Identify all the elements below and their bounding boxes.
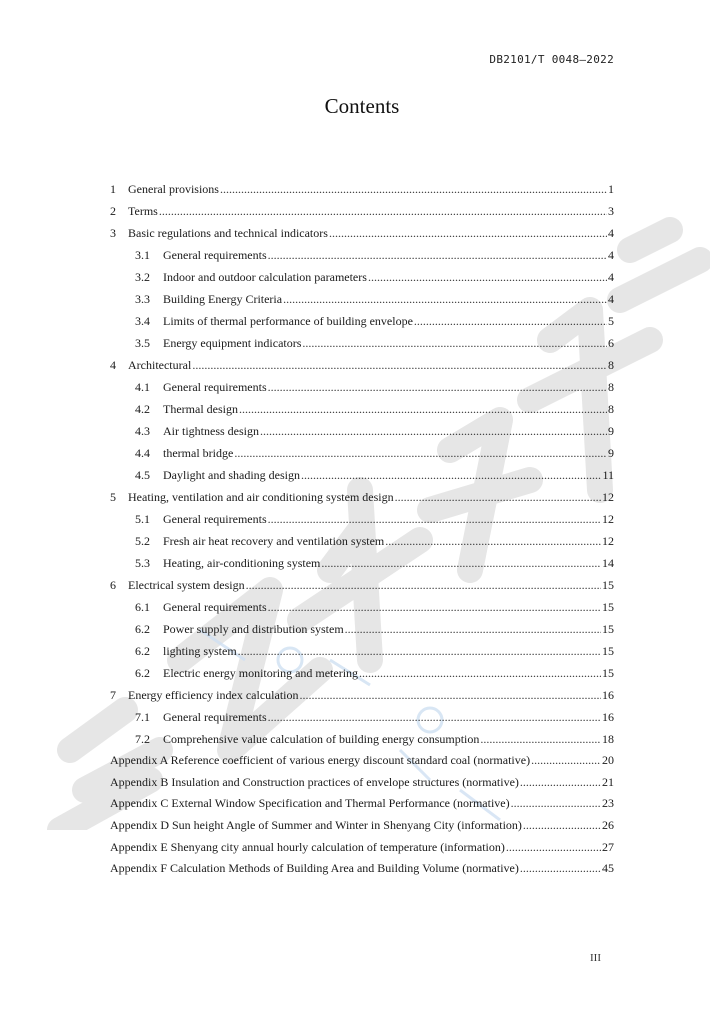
toc-entry-number: 6.1	[135, 600, 150, 614]
toc-section-entry[interactable]	[110, 222, 614, 244]
toc-dot-leader	[239, 398, 607, 420]
toc-entry-label: Architectural	[128, 358, 192, 372]
toc-dot-leader	[299, 684, 601, 706]
toc-subsection-entry[interactable]	[110, 706, 614, 728]
toc-entry-label: General requirements	[163, 600, 267, 614]
toc-subsection-entry[interactable]	[110, 552, 614, 574]
toc-subsection-entry[interactable]	[110, 398, 614, 420]
toc-entry-page: 12	[602, 490, 614, 504]
toc-entry-label: Appendix C External Window Specification and Thermal Performance (normative)	[110, 796, 510, 811]
toc-dot-leader	[480, 728, 601, 750]
table-of-contents	[110, 178, 614, 880]
toc-entry-label: Limits of thermal performance of building envelope	[163, 314, 413, 328]
toc-entry-page: 8	[608, 402, 614, 416]
toc-entry-label: Appendix A Reference coefficient of various energy discount standard coal (normative)	[110, 753, 531, 767]
toc-dot-leader	[159, 200, 607, 222]
toc-entry-page: 45	[602, 861, 614, 876]
toc-dot-leader	[192, 354, 607, 376]
toc-entry-page: 8	[608, 358, 614, 372]
toc-section-entry[interactable]	[110, 574, 614, 596]
toc-dot-leader	[220, 178, 607, 200]
toc-subsection-entry[interactable]	[110, 332, 614, 354]
toc-entry-page: 21	[602, 774, 614, 789]
toc-entry-label: Power supply and distribution system	[163, 622, 344, 636]
toc-dot-leader	[268, 706, 601, 728]
toc-entry-number: 1	[110, 182, 116, 196]
toc-entry-number: 6.2	[135, 644, 150, 658]
toc-entry-label: Fresh air heat recovery and ventilation system	[163, 534, 385, 548]
toc-subsection-entry[interactable]	[110, 244, 614, 266]
toc-entry-label: Appendix D Sun height Angle of Summer and Winter in Shenyang City (information)	[110, 818, 522, 833]
toc-dot-leader	[268, 596, 601, 618]
toc-dot-leader	[268, 244, 607, 266]
toc-entry-label: General requirements	[163, 380, 267, 394]
toc-entry-label: Appendix E Shenyang city annual hourly calculation of temperature (information)	[110, 839, 505, 854]
toc-subsection-entry[interactable]	[110, 442, 614, 464]
toc-section-entry[interactable]	[110, 354, 614, 376]
toc-entry-page: 15	[602, 644, 614, 658]
toc-entry-page: 4	[608, 226, 614, 240]
toc-section-entry[interactable]	[110, 486, 614, 508]
toc-entry-label: Energy equipment indicators	[163, 336, 302, 350]
toc-entry-label: Energy efficiency index calculation	[128, 688, 299, 702]
toc-entry-page: 1	[608, 182, 614, 196]
toc-dot-leader	[395, 486, 601, 508]
toc-entry-page: 23	[602, 796, 614, 811]
toc-entry-page: 15	[602, 666, 614, 680]
toc-entry-label: Building Energy Criteria	[163, 292, 283, 306]
toc-entry-page: 3	[608, 204, 614, 218]
toc-entry-label: Air tightness design	[163, 424, 259, 438]
toc-appendix-entry[interactable]	[110, 793, 614, 815]
toc-entry-page: 9	[608, 424, 614, 438]
toc-dot-leader	[531, 750, 601, 772]
toc-entry-number: 6	[110, 578, 116, 592]
toc-entry-label: General provisions	[128, 182, 219, 196]
toc-dot-leader	[368, 266, 607, 288]
toc-entry-label: thermal bridge	[163, 446, 234, 460]
toc-subsection-entry[interactable]	[110, 618, 614, 640]
toc-entry-label: Terms	[128, 204, 158, 218]
toc-entry-page: 4	[608, 270, 614, 284]
toc-entry-number: 5.3	[135, 556, 150, 570]
toc-section-entry[interactable]	[110, 178, 614, 200]
toc-entry-page: 11	[602, 468, 614, 482]
toc-entry-number: 3	[110, 226, 116, 240]
toc-subsection-entry[interactable]	[110, 662, 614, 684]
toc-entry-page: 9	[608, 446, 614, 460]
page-title: Contents	[324, 94, 400, 118]
toc-entry-number: 3.4	[135, 314, 150, 328]
toc-entry-number: 2	[110, 204, 116, 218]
toc-entry-number: 6.2	[135, 666, 150, 680]
toc-entry-page: 26	[602, 818, 614, 833]
toc-entry-label: General requirements	[163, 248, 267, 262]
toc-entry-page: 18	[602, 732, 614, 746]
toc-entry-label: Appendix B Insulation and Construction practices of envelope structures (normative)	[110, 774, 519, 789]
toc-entry-number: 4.2	[135, 402, 150, 416]
toc-dot-leader	[359, 662, 601, 684]
toc-subsection-entry[interactable]	[110, 376, 614, 398]
toc-appendix-entry[interactable]	[110, 837, 614, 859]
toc-entry-number: 4.1	[135, 380, 150, 394]
toc-entry-page: 15	[602, 600, 614, 614]
toc-entry-number: 4.4	[135, 446, 150, 460]
toc-dot-leader	[520, 858, 601, 880]
toc-entry-number: 7.1	[135, 710, 150, 724]
toc-entry-label: Heating, air-conditioning system	[163, 556, 321, 570]
toc-subsection-entry[interactable]	[110, 288, 614, 310]
toc-entry-page: 15	[602, 578, 614, 592]
toc-entry-label: Appendix F Calculation Methods of Building Area and Building Volume (normative)	[110, 861, 519, 876]
toc-entry-page: 14	[602, 556, 614, 570]
toc-dot-leader	[234, 442, 607, 464]
toc-dot-leader	[268, 508, 601, 530]
toc-dot-leader	[520, 772, 601, 794]
toc-entry-page: 27	[602, 839, 614, 854]
toc-subsection-entry[interactable]	[110, 420, 614, 442]
toc-subsection-entry[interactable]	[110, 530, 614, 552]
toc-entry-page: 20	[602, 753, 614, 767]
toc-dot-leader	[345, 618, 601, 640]
toc-entry-label: Electrical system design	[128, 578, 245, 592]
toc-entry-number: 3.1	[135, 248, 150, 262]
toc-dot-leader	[321, 552, 601, 574]
toc-entry-page: 12	[602, 512, 614, 526]
toc-appendix-entry[interactable]	[110, 815, 614, 837]
toc-entry-number: 5.1	[135, 512, 150, 526]
toc-entry-label: Daylight and shading design	[163, 468, 300, 482]
toc-entry-page: 16	[602, 688, 614, 702]
toc-entry-number: 6.2	[135, 622, 150, 636]
toc-dot-leader	[260, 420, 607, 442]
toc-entry-label: Electric energy monitoring and metering	[163, 666, 359, 680]
toc-entry-number: 4	[110, 358, 116, 372]
toc-appendix-entry[interactable]	[110, 750, 614, 772]
toc-section-entry[interactable]	[110, 200, 614, 222]
toc-entry-page: 4	[608, 248, 614, 262]
toc-subsection-entry[interactable]	[110, 728, 614, 750]
toc-entry-number: 7	[110, 688, 116, 702]
toc-dot-leader	[523, 815, 601, 837]
toc-dot-leader	[414, 310, 607, 332]
toc-appendix-entry[interactable]	[110, 858, 614, 880]
toc-dot-leader	[385, 530, 601, 552]
toc-entry-number: 3.2	[135, 270, 150, 284]
toc-subsection-entry[interactable]	[110, 266, 614, 288]
toc-entry-number: 3.3	[135, 292, 150, 306]
toc-entry-page: 6	[608, 336, 614, 350]
toc-entry-label: Thermal design	[163, 402, 238, 416]
toc-entry-number: 4.5	[135, 468, 150, 482]
toc-entry-number: 7.2	[135, 732, 150, 746]
toc-entry-label: Comprehensive value calculation of building energy consumption	[163, 732, 480, 746]
toc-subsection-entry[interactable]	[110, 596, 614, 618]
toc-dot-leader	[329, 222, 607, 244]
toc-entry-label: General requirements	[163, 512, 267, 526]
toc-entry-label: Indoor and outdoor calculation parameters	[163, 270, 367, 284]
toc-entry-label: Basic regulations and technical indicators	[128, 226, 328, 240]
toc-subsection-entry[interactable]	[110, 310, 614, 332]
toc-dot-leader	[268, 376, 607, 398]
toc-entry-number: 3.5	[135, 336, 150, 350]
document-code: DB2101/T 0048—2022	[489, 53, 614, 66]
toc-entry-page: 12	[602, 534, 614, 548]
toc-subsection-entry[interactable]	[110, 640, 614, 662]
toc-dot-leader	[246, 574, 601, 596]
toc-entry-page: 15	[602, 622, 614, 636]
toc-entry-number: 5	[110, 490, 116, 504]
toc-entry-page: 8	[608, 380, 614, 394]
toc-subsection-entry[interactable]	[110, 508, 614, 530]
toc-section-entry[interactable]	[110, 684, 614, 706]
toc-entry-label: lighting system	[163, 644, 237, 658]
toc-dot-leader	[302, 332, 607, 354]
toc-entry-page: 16	[602, 710, 614, 724]
toc-appendix-entry[interactable]	[110, 772, 614, 794]
toc-dot-leader	[283, 288, 607, 310]
toc-entry-label: General requirements	[163, 710, 267, 724]
toc-dot-leader	[506, 837, 601, 859]
toc-dot-leader	[511, 793, 601, 815]
toc-dot-leader	[238, 640, 601, 662]
toc-entry-number: 4.3	[135, 424, 150, 438]
toc-dot-leader	[301, 464, 601, 486]
page-number: III	[590, 952, 601, 964]
toc-subsection-entry[interactable]	[110, 464, 614, 486]
toc-entry-page: 5	[608, 314, 614, 328]
toc-entry-page: 4	[608, 292, 614, 306]
toc-entry-label: Heating, ventilation and air conditioning system design	[128, 490, 394, 504]
toc-entry-number: 5.2	[135, 534, 150, 548]
